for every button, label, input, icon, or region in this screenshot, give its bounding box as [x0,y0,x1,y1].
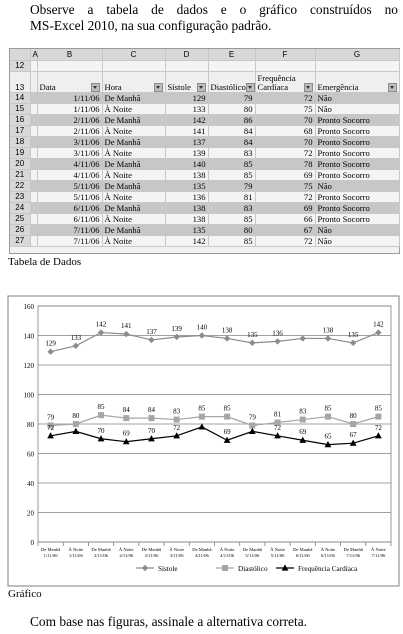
table-row [10,236,399,247]
question-text: Com base nas figuras, assinale a alternativa correta. [30,614,307,629]
x-tick-label: 7/11/06 [346,553,361,558]
time-cell[interactable]: De Manhã [102,115,165,126]
data-point [325,414,331,420]
corner-cell[interactable] [10,49,30,61]
emergency-cell[interactable]: Pronto Socorro [315,214,399,225]
row-header[interactable]: 25 [10,214,30,225]
x-tick-label: 3/11/06 [144,553,159,558]
emergency-cell[interactable]: Pronto Socorro [315,126,399,137]
row-header[interactable]: 21 [10,170,30,181]
legend-label: Sístole [158,565,178,573]
row-header[interactable]: 24 [10,203,30,214]
table-row [10,61,399,72]
x-tick-label: À Noite [371,547,386,552]
x-tick-label: 1/11/06 [68,553,83,558]
data-label: 139 [171,324,182,333]
data-label: 80 [349,412,357,420]
data-point [148,415,154,421]
table-row [10,104,399,115]
emergency-cell[interactable]: Não [315,104,399,115]
filter-dropdown-icon[interactable] [197,83,206,92]
row-header[interactable]: 15 [10,104,30,115]
data-label: 67 [349,431,357,440]
table-row [10,181,399,192]
time-cell[interactable]: De Manhã [102,203,165,214]
row-header[interactable]: 19 [10,148,30,159]
empty-cell[interactable] [208,61,255,72]
table-row [10,93,399,104]
heart-rate-cell[interactable]: 69 [255,170,315,181]
empty-cell[interactable] [102,61,165,72]
emergency-cell[interactable]: Pronto Socorro [315,203,399,214]
diastolic-cell[interactable]: 81 [208,192,255,203]
data-label: 72 [47,423,55,432]
empty-cell[interactable] [165,61,208,72]
legend-label: Frequência Cardíaca [298,565,358,573]
heart-rate-cell[interactable]: 72 [255,93,315,104]
diastolic-cell[interactable]: 79 [208,181,255,192]
x-tick-label: 6/11/06 [321,553,335,558]
empty-cell[interactable] [30,137,37,148]
data-label: 85 [97,403,105,412]
column-header-e[interactable]: E [208,49,255,61]
x-tick-label: 4/11/06 [194,553,209,558]
emergency-cell[interactable]: Não [315,181,399,192]
date-cell[interactable]: 6/11/06 [37,203,102,214]
x-tick-label: De Manhã [91,547,111,552]
date-cell[interactable]: 1/11/06 [37,104,102,115]
data-point [375,414,381,420]
empty-cell[interactable] [30,159,37,170]
heart-rate-cell[interactable]: 72 [255,192,315,203]
x-tick-label: À Noite [118,547,134,552]
y-tick-label: 120 [23,362,34,370]
diastolic-cell[interactable]: 83 [208,203,255,214]
time-cell[interactable]: De Manhã [102,225,165,236]
chart-caption: Gráfico [8,588,42,600]
empty-cell[interactable] [30,236,37,247]
empty-cell[interactable] [30,61,37,72]
x-tick-label: 5/11/06 [270,553,285,558]
data-label: 72 [374,423,382,432]
data-table [10,49,400,247]
table-row [10,170,399,181]
filter-dropdown-icon[interactable] [304,83,313,92]
data-label: 137 [146,327,157,336]
emergency-cell[interactable]: Pronto Socorro [315,159,399,170]
x-tick-label: 6/11/06 [295,553,310,558]
x-tick-label: À Noite [219,547,235,552]
data-label: 80 [72,412,80,420]
column-header-g[interactable]: G [315,49,399,61]
time-cell[interactable]: À Noite [102,126,165,137]
column-filter-header[interactable] [37,72,102,93]
x-tick-label: 4/11/06 [220,553,235,558]
x-tick-label: De Manhã [242,547,262,552]
legend-marker [222,565,228,571]
emergency-cell[interactable]: Não [315,225,399,236]
x-tick-label: 2/11/06 [119,553,134,558]
data-label: 136 [272,329,283,338]
table-row [10,137,399,148]
systolic-cell[interactable]: 137 [165,137,208,148]
y-tick-label: 60 [27,450,34,459]
time-cell[interactable]: À Noite [102,148,165,159]
table-row [10,214,399,225]
diastolic-cell[interactable]: 85 [208,170,255,181]
empty-cell[interactable] [30,115,37,126]
heart-rate-cell[interactable]: 66 [255,214,315,225]
data-label: 84 [147,406,155,415]
diastolic-cell[interactable]: 84 [208,126,255,137]
data-label: 83 [299,407,307,416]
data-label: 79 [47,413,55,422]
x-tick-label: De Manhã [141,547,162,552]
intro-line-1: Observe a tabela de dados e o gráfico construídos no [30,2,398,17]
systolic-cell[interactable]: 141 [165,126,208,137]
empty-cell[interactable] [30,126,37,137]
data-label: 85 [223,404,231,413]
row-header[interactable]: 12 [10,61,30,72]
data-label: 83 [173,407,181,416]
data-label: 140 [196,323,208,332]
time-cell[interactable]: À Noite [102,214,165,225]
date-cell[interactable]: 4/11/06 [37,170,102,181]
data-label: 84 [122,406,130,415]
legend-label: Diastólico [238,565,268,573]
table-row [10,115,399,126]
data-label: 129 [45,339,56,348]
table-row [10,148,399,159]
x-tick-label: À Noite [270,547,285,552]
data-label: 135 [347,330,359,339]
column-filter-header[interactable] [165,72,208,93]
line-chart [8,296,399,586]
data-point [350,421,356,427]
data-label: 72 [173,423,181,432]
diastolic-cell[interactable]: 80 [208,225,255,236]
x-tick-label: De Manhã [293,547,313,552]
x-tick-label: 1/11/06 [43,553,58,558]
row-header[interactable]: 18 [10,137,30,148]
data-point [249,422,255,428]
y-tick-label: 80 [27,421,34,429]
row-header[interactable]: 26 [10,225,30,236]
systolic-cell[interactable]: 142 [165,236,208,247]
column-filter-header[interactable] [255,72,315,93]
time-cell[interactable]: De Manhã [102,93,165,104]
diastolic-cell[interactable]: 80 [208,104,255,115]
header-row [10,72,399,93]
empty-cell[interactable] [30,203,37,214]
row-header[interactable]: 17 [10,126,30,137]
table-row [10,126,399,137]
x-tick-label: 2/11/06 [94,553,108,558]
data-label: 85 [324,404,332,413]
x-tick-label: De Manhã [343,547,363,552]
systolic-cell[interactable]: 133 [165,104,208,115]
empty-cell[interactable] [37,61,102,72]
row-header[interactable]: 27 [10,236,30,247]
data-label: 81 [274,410,282,419]
x-tick-label: 5/11/06 [245,553,260,558]
systolic-cell[interactable]: 140 [165,159,208,170]
date-cell[interactable]: 2/11/06 [37,126,102,137]
diastolic-cell[interactable]: 86 [208,115,255,126]
heart-rate-cell[interactable]: 70 [255,115,315,126]
data-point [73,421,79,427]
row-header[interactable]: 14 [10,93,30,104]
empty-cell[interactable] [30,192,37,203]
heart-rate-cell[interactable]: 75 [255,104,315,115]
y-tick-label: 20 [27,509,34,518]
data-point [224,414,230,420]
table-row [10,159,399,170]
diastolic-cell[interactable]: 83 [208,148,255,159]
diastolic-cell[interactable]: 85 [208,214,255,225]
intro-text [30,2,398,34]
emergency-cell[interactable]: Pronto Socorro [315,192,399,203]
y-tick-label: 140 [23,332,34,341]
column-headers [10,49,399,61]
header-label: Frequência Cardíaca [257,73,296,92]
column-filter-header[interactable] [102,72,165,93]
time-cell[interactable]: À Noite [102,170,165,181]
header-label: Diastólico [210,82,246,92]
time-cell[interactable]: De Manhã [102,137,165,148]
column-header-a[interactable]: A [30,49,37,61]
empty-cell[interactable] [30,214,37,225]
emergency-cell[interactable]: Pronto Socorro [315,115,399,126]
heart-rate-cell[interactable]: 68 [255,126,315,137]
time-cell[interactable]: À Noite [102,104,165,115]
data-label: 141 [121,322,132,331]
empty-cell[interactable] [30,104,37,115]
emergency-cell[interactable]: Não [315,236,399,247]
empty-cell[interactable] [30,225,37,236]
x-tick-label: À Noite [169,547,185,552]
empty-cell[interactable] [30,72,37,93]
time-cell[interactable]: À Noite [102,192,165,203]
filter-dropdown-icon[interactable] [246,83,255,92]
data-label: 70 [97,426,105,435]
emergency-cell[interactable]: Pronto Socorro [315,137,399,148]
header-label: Hora [104,82,122,92]
systolic-cell[interactable]: 138 [165,170,208,181]
date-cell[interactable]: 6/11/06 [37,214,102,225]
diastolic-cell[interactable]: 84 [208,137,255,148]
data-point [123,415,129,421]
systolic-cell[interactable]: 135 [165,181,208,192]
emergency-cell[interactable]: Pronto Socorro [315,148,399,159]
data-point [98,412,104,418]
heart-rate-cell[interactable]: 72 [255,236,315,247]
date-cell[interactable]: 7/11/06 [37,236,102,247]
x-tick-label: De Manhã [40,547,61,552]
x-tick-label: De Manhã [192,547,212,552]
column-header-b[interactable]: B [37,49,102,61]
empty-cell[interactable] [30,181,37,192]
data-label: 69 [299,428,307,437]
systolic-cell[interactable]: 136 [165,192,208,203]
data-label: 69 [223,428,231,437]
systolic-cell[interactable]: 139 [165,148,208,159]
heart-rate-cell[interactable]: 70 [255,137,315,148]
data-label: 70 [147,426,155,435]
date-cell[interactable]: 5/11/06 [37,192,102,203]
emergency-cell[interactable]: Pronto Socorro [315,170,399,181]
systolic-cell[interactable]: 138 [165,214,208,225]
data-label: 85 [374,404,382,413]
data-label: 69 [122,429,130,438]
row-header[interactable]: 20 [10,159,30,170]
emergency-cell[interactable]: Não [315,93,399,104]
y-tick-label: 0 [30,539,34,547]
data-label: 138 [221,326,233,335]
row-header[interactable]: 22 [10,181,30,192]
time-cell[interactable]: De Manhã [102,159,165,170]
systolic-cell[interactable]: 129 [165,93,208,104]
column-filter-header[interactable] [315,72,399,93]
diastolic-cell[interactable]: 79 [208,93,255,104]
data-label: 142 [95,320,107,329]
data-label: 133 [70,333,82,342]
systolic-cell[interactable]: 142 [165,115,208,126]
x-tick-label: 7/11/06 [371,553,386,558]
heart-rate-cell[interactable]: 72 [255,148,315,159]
x-tick-label: 3/11/06 [169,553,184,558]
diastolic-cell[interactable]: 85 [208,159,255,170]
heart-rate-cell[interactable]: 67 [255,225,315,236]
date-cell[interactable]: 7/11/06 [37,225,102,236]
data-label: 85 [198,404,206,413]
time-cell[interactable]: À Noite [102,236,165,247]
y-tick-label: 160 [23,303,34,311]
diastolic-cell[interactable]: 85 [208,236,255,247]
filter-dropdown-icon[interactable] [154,83,163,92]
data-label: 135 [247,330,258,339]
row-header[interactable]: 16 [10,115,30,126]
data-label: 138 [322,326,334,335]
date-cell[interactable]: 4/11/06 [37,159,102,170]
filter-dropdown-icon[interactable] [91,83,100,92]
header-label: Data [39,82,56,92]
data-label: 79 [248,413,256,422]
row-header[interactable]: 13 [10,72,30,93]
date-cell[interactable]: 5/11/06 [37,181,102,192]
date-cell[interactable]: 3/11/06 [37,148,102,159]
data-point [199,414,205,420]
systolic-cell[interactable]: 135 [165,225,208,236]
empty-cell[interactable] [315,61,399,72]
filter-dropdown-icon[interactable] [388,83,397,92]
heart-rate-cell[interactable]: 69 [255,203,315,214]
systolic-cell[interactable]: 138 [165,203,208,214]
empty-cell[interactable] [30,93,37,104]
date-cell[interactable]: 2/11/06 [37,115,102,126]
empty-cell[interactable] [30,170,37,181]
intro-line-2: MS-Excel 2010, na sua configuração padrão. [30,18,272,33]
heart-rate-cell[interactable]: 78 [255,159,315,170]
date-cell[interactable]: 1/11/06 [37,93,102,104]
spreadsheet [9,48,400,254]
data-point [174,417,180,423]
column-filter-header[interactable] [208,72,255,93]
x-tick-label: À Noite [68,547,84,552]
column-header-d[interactable]: D [165,49,208,61]
empty-cell[interactable] [30,148,37,159]
table-row [10,203,399,214]
x-tick-label: À Noite [320,547,336,552]
data-point [300,417,306,423]
table-row [10,225,399,236]
heart-rate-cell[interactable]: 75 [255,181,315,192]
time-cell[interactable]: De Manhã [102,181,165,192]
empty-cell[interactable] [255,61,315,72]
header-label: Emergência [317,82,359,92]
data-label: 72 [274,423,282,432]
data-label: 65 [324,432,332,441]
y-tick-label: 40 [27,480,34,488]
data-label: 142 [373,320,384,329]
table-caption: Tabela de Dados [8,256,82,268]
date-cell[interactable]: 3/11/06 [37,137,102,148]
y-tick-label: 100 [23,391,34,400]
table-row [10,192,399,203]
header-label: Sístole [167,82,191,92]
column-header-f[interactable]: F [255,49,315,61]
column-header-c[interactable]: C [102,49,165,61]
row-header[interactable]: 23 [10,192,30,203]
